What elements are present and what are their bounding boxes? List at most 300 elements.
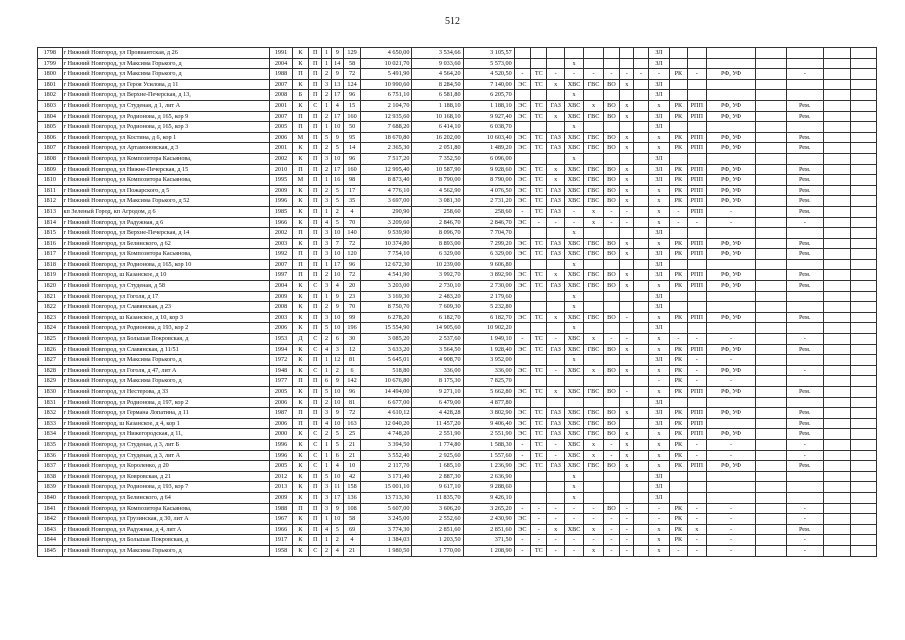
table-cell [707, 122, 756, 133]
table-cell [584, 90, 603, 101]
table-cell: Рем. [786, 524, 823, 535]
table-cell: 1842 [38, 514, 63, 525]
table-cell: 14 905,60 [412, 323, 463, 334]
table-cell [620, 492, 634, 503]
table-cell: г Нижний Новгород, ул Радужная, д 6 [62, 217, 270, 228]
table-cell: 1822 [38, 302, 63, 313]
table-cell: 1807 [38, 143, 63, 154]
table-cell: 2009 [270, 185, 293, 196]
table-cell [851, 228, 877, 239]
table-cell: - [547, 69, 564, 80]
table-cell: П [309, 524, 322, 535]
table-cell [634, 249, 648, 260]
table-cell: 4 748,20 [361, 429, 412, 440]
table-cell: ХВС [564, 408, 583, 419]
table-row [38, 228, 877, 239]
table-cell: 11 [331, 482, 343, 493]
table-cell [634, 482, 648, 493]
table-cell [547, 228, 564, 239]
table-row [38, 355, 877, 366]
table-cell: 1829 [38, 376, 63, 387]
table-cell: - [786, 514, 823, 525]
table-row [38, 164, 877, 175]
table-cell [756, 439, 787, 450]
table-cell: 2 365,30 [361, 143, 412, 154]
table-cell: 1 188,10 [412, 100, 463, 111]
table-cell [851, 514, 877, 525]
table-cell: ТС [531, 196, 547, 207]
table-row [38, 175, 877, 186]
table-cell: К [292, 238, 308, 249]
table-cell: 10 374,80 [361, 238, 412, 249]
table-cell: ЗЛ [648, 259, 669, 270]
table-cell: - [531, 217, 547, 228]
table-cell: - [531, 514, 547, 525]
table-cell: 1818 [38, 259, 63, 270]
table-cell: 1839 [38, 482, 63, 493]
table-cell: 3 774,30 [361, 524, 412, 535]
table-cell: ГВС [584, 175, 603, 186]
table-cell: М [292, 132, 308, 143]
table-cell [687, 397, 706, 408]
table-cell [756, 355, 787, 366]
table-cell: П [309, 153, 322, 164]
table-cell: - [707, 206, 756, 217]
table-cell: 1798 [38, 48, 63, 59]
table-cell [786, 302, 823, 313]
table-cell [547, 397, 564, 408]
table-cell: - [687, 217, 706, 228]
table-cell: 1 [322, 439, 331, 450]
table-cell: П [309, 418, 322, 429]
table-cell [603, 397, 619, 408]
table-cell: 1 203,50 [412, 535, 463, 546]
table-cell [547, 58, 564, 69]
table-cell [823, 397, 851, 408]
table-cell [851, 545, 877, 556]
table-cell: 3 952,00 [463, 355, 514, 366]
table-cell: г Нижний Новгород, ул Ковровская, д 21 [62, 471, 270, 482]
table-cell: ХВС [564, 450, 583, 461]
table-cell [634, 185, 648, 196]
table-cell: РК [670, 429, 687, 440]
table-cell: РПП [687, 387, 706, 398]
table-cell: 2000 [270, 429, 293, 440]
table-cell: x [584, 545, 603, 556]
table-cell: 6 038,70 [463, 122, 514, 133]
table-cell [670, 471, 687, 482]
table-cell [823, 365, 851, 376]
table-cell [707, 482, 756, 493]
table-cell: 1 [322, 100, 331, 111]
table-cell: x [620, 344, 634, 355]
table-cell: x [547, 270, 564, 281]
table-cell: 10 [331, 397, 343, 408]
table-cell: РК [670, 143, 687, 154]
table-cell: ГАЗ [547, 418, 564, 429]
table-cell: К [292, 281, 308, 292]
table-cell: 2006 [270, 323, 293, 334]
table-cell: РК [670, 450, 687, 461]
table-cell [514, 122, 530, 133]
table-body [38, 48, 877, 557]
table-cell: ЗЛ [648, 164, 669, 175]
table-cell: ВО [603, 270, 619, 281]
table-cell [786, 79, 823, 90]
table-cell [823, 48, 851, 59]
table-cell [756, 334, 787, 345]
table-cell: К [292, 48, 308, 59]
table-cell: x [648, 429, 669, 440]
table-cell: - [564, 545, 583, 556]
table-cell: г Нижний Новгород, ул Студеная, д 3, лит Б [62, 439, 270, 450]
table-cell: x [584, 365, 603, 376]
table-cell [670, 323, 687, 334]
table-cell: П [292, 228, 308, 239]
table-cell [584, 259, 603, 270]
table-cell [603, 355, 619, 366]
table-cell: 1826 [38, 344, 63, 355]
table-cell: РК [670, 408, 687, 419]
table-cell: г Нижний Новгород, ул Радужная, д 4, лит А [62, 524, 270, 535]
table-cell: 1817 [38, 249, 63, 260]
table-cell [634, 302, 648, 313]
table-cell: ЭС [514, 365, 530, 376]
table-cell: 13 713,30 [361, 492, 412, 503]
table-cell: П [309, 492, 322, 503]
table-cell: 17 [331, 90, 343, 101]
table-cell [603, 323, 619, 334]
table-cell: 5 645,01 [361, 355, 412, 366]
table-cell: 2 846,70 [463, 217, 514, 228]
table-cell: 10 603,40 [463, 132, 514, 143]
table-cell: ВО [603, 143, 619, 154]
table-cell: x [547, 164, 564, 175]
table-cell: 1833 [38, 418, 63, 429]
table-cell: 8 873,40 [361, 175, 412, 186]
table-cell [603, 482, 619, 493]
table-cell: 1 [322, 58, 331, 69]
table-cell [756, 418, 787, 429]
table-cell: г Нижний Новгород, ул Артамоновская, д 3 [62, 143, 270, 154]
table-cell [756, 69, 787, 80]
table-cell: - [620, 545, 634, 556]
table-cell: г Нижний Новгород, ул Родионова, д 197, кор 2 [62, 397, 270, 408]
table-cell [851, 185, 877, 196]
table-cell: ЭС [514, 429, 530, 440]
table-cell [851, 249, 877, 260]
table-cell: ГВС [584, 408, 603, 419]
table-cell: 1977 [270, 376, 293, 387]
table-cell [823, 206, 851, 217]
table-cell: x [620, 164, 634, 175]
table-cell [634, 217, 648, 228]
table-cell: г Нижний Новгород, ул Нижне-Печерская, д 15 [62, 164, 270, 175]
table-cell: 2004 [270, 58, 293, 69]
table-cell: г Нижний Новгород, ул Родионова, д 193, кор 2 [62, 323, 270, 334]
table-cell [851, 524, 877, 535]
table-cell: ХВС [564, 79, 583, 90]
table-cell [823, 249, 851, 260]
table-cell: x [564, 302, 583, 313]
table-cell: 4 [322, 344, 331, 355]
table-cell: 158 [343, 482, 360, 493]
table-cell [707, 259, 756, 270]
table-cell: 2001 [270, 143, 293, 154]
table-cell [756, 344, 787, 355]
table-row [38, 132, 877, 143]
table-cell: 140 [343, 228, 360, 239]
table-cell: П [309, 408, 322, 419]
table-cell: 10 [331, 312, 343, 323]
table-cell [823, 524, 851, 535]
table-cell [756, 492, 787, 503]
table-cell: 12 [331, 355, 343, 366]
table-cell [851, 418, 877, 429]
table-cell: ЭС [514, 408, 530, 419]
table-cell: ГАЗ [547, 461, 564, 472]
table-cell: Рем. [786, 143, 823, 154]
table-cell: 6 278,20 [361, 312, 412, 323]
table-cell: ТС [531, 270, 547, 281]
table-cell [687, 259, 706, 270]
table-cell: - [786, 69, 823, 80]
table-cell [670, 259, 687, 270]
table-cell: РФ, УФ [707, 344, 756, 355]
table-cell: г Нижний Новгород, ул Гоголя, д 17 [62, 291, 270, 302]
table-cell [851, 90, 877, 101]
table-cell [547, 355, 564, 366]
table-cell: 1996 [270, 450, 293, 461]
table-cell: 1966 [270, 524, 293, 535]
table-cell: П [309, 185, 322, 196]
table-cell: 1803 [38, 100, 63, 111]
table-cell [823, 334, 851, 345]
table-cell: x [620, 238, 634, 249]
table-cell: ТС [531, 100, 547, 111]
table-cell: x [648, 450, 669, 461]
table-cell [547, 302, 564, 313]
table-cell [514, 323, 530, 334]
table-cell: - [687, 376, 706, 387]
table-cell [823, 228, 851, 239]
table-cell: П [309, 503, 322, 514]
table-cell [756, 259, 787, 270]
table-cell: 2012 [270, 471, 293, 482]
table-cell: 2005 [270, 387, 293, 398]
table-cell: П [309, 132, 322, 143]
table-cell: 3 105,57 [463, 48, 514, 59]
table-cell: РК [670, 185, 687, 196]
table-row [38, 238, 877, 249]
table-cell [564, 376, 583, 387]
table-cell [687, 58, 706, 69]
table-cell: РПП [687, 100, 706, 111]
table-cell: П [309, 238, 322, 249]
table-cell: 13 [331, 79, 343, 90]
table-cell: П [309, 196, 322, 207]
table-cell: - [547, 535, 564, 546]
table-cell: x [547, 111, 564, 122]
table-cell [851, 153, 877, 164]
table-cell [670, 79, 687, 90]
table-cell: 15 [343, 100, 360, 111]
table-cell [823, 122, 851, 133]
table-cell: - [707, 376, 756, 387]
table-cell: К [292, 439, 308, 450]
table-cell: 1841 [38, 503, 63, 514]
table-cell: ЗЛ [648, 111, 669, 122]
table-cell: - [707, 514, 756, 525]
table-cell [823, 545, 851, 556]
table-cell: г Нижний Новгород, ул Композитора Касьянова, [62, 175, 270, 186]
table-cell: 10 [331, 418, 343, 429]
table-cell: x [620, 461, 634, 472]
table-cell: ЗЛ [648, 249, 669, 260]
table-cell [634, 48, 648, 59]
table-cell: - [514, 535, 530, 546]
table-cell: - [603, 217, 619, 228]
table-cell: ГАЗ [547, 143, 564, 154]
table-cell: 3 992,70 [412, 270, 463, 281]
table-row [38, 143, 877, 154]
table-cell: - [707, 524, 756, 535]
table-cell: 3 245,00 [361, 514, 412, 525]
table-cell: x [648, 217, 669, 228]
table-cell: 16 202,00 [412, 132, 463, 143]
table-cell: 1988 [270, 503, 293, 514]
table-cell: x [564, 482, 583, 493]
table-cell: 2 846,70 [412, 217, 463, 228]
table-cell: К [292, 355, 308, 366]
table-cell: 5 232,80 [463, 302, 514, 313]
table-cell [634, 259, 648, 270]
table-cell: ХВС [564, 100, 583, 111]
table-cell: 1 928,40 [463, 344, 514, 355]
table-cell: 163 [343, 418, 360, 429]
table-cell [670, 48, 687, 59]
table-cell: ГВС [584, 111, 603, 122]
table-cell: Рем. [786, 185, 823, 196]
table-cell [531, 153, 547, 164]
table-cell [620, 122, 634, 133]
table-cell: 4 520,50 [463, 69, 514, 80]
table-cell [531, 90, 547, 101]
table-cell: 1813 [38, 206, 63, 217]
table-cell: - [603, 524, 619, 535]
table-cell: 2002 [270, 153, 293, 164]
table-cell: - [648, 69, 669, 80]
table-cell: ХВС [564, 418, 583, 429]
table-cell [584, 397, 603, 408]
table-cell [670, 90, 687, 101]
page-number: 512 [445, 16, 460, 27]
table-cell: 9 [331, 503, 343, 514]
table-cell [687, 79, 706, 90]
table-cell: 20 [343, 281, 360, 292]
table-cell: К [292, 545, 308, 556]
table-cell: Рем. [786, 461, 823, 472]
table-cell: М [292, 175, 308, 186]
table-cell: 3 [322, 492, 331, 503]
table-cell [851, 482, 877, 493]
table-cell [634, 58, 648, 69]
table-cell: г Нижний Новгород, ул Студеная, д 3, лит А [62, 450, 270, 461]
table-cell: ХВС [564, 175, 583, 186]
table-row [38, 281, 877, 292]
table-cell: ВО [603, 100, 619, 111]
table-cell: 8 096,70 [412, 228, 463, 239]
table-cell: П [309, 535, 322, 546]
table-cell: 160 [343, 164, 360, 175]
table-cell: 10 168,10 [412, 111, 463, 122]
table-cell [620, 302, 634, 313]
table-cell: 1 [322, 535, 331, 546]
table-cell: РФ, УФ [707, 281, 756, 292]
table-cell: Рем. [786, 175, 823, 186]
housing-registry-table [37, 47, 877, 557]
table-cell [634, 206, 648, 217]
table-cell: 1917 [270, 535, 293, 546]
table-cell: - [786, 535, 823, 546]
table-cell: ТС [531, 111, 547, 122]
table-cell [531, 355, 547, 366]
table-cell: г Нижний Новгород, ул Костина, д 6, кор 1 [62, 132, 270, 143]
table-cell [531, 48, 547, 59]
table-cell: РФ, УФ [707, 238, 756, 249]
table-cell: г Нижний Новгород, ул Верхне-Печерская, д 13, [62, 90, 270, 101]
table-cell [756, 408, 787, 419]
table-cell: П [309, 312, 322, 323]
table-cell: РФ, УФ [707, 100, 756, 111]
table-cell: П [292, 122, 308, 133]
table-cell: 1994 [270, 344, 293, 355]
table-cell: РК [670, 344, 687, 355]
table-cell: 1806 [38, 132, 63, 143]
table-cell: К [292, 482, 308, 493]
table-cell [584, 482, 603, 493]
table-cell [851, 376, 877, 387]
table-cell: 1 949,10 [463, 334, 514, 345]
table-row [38, 196, 877, 207]
table-cell: x [564, 355, 583, 366]
table-cell: РФ, УФ [707, 387, 756, 398]
table-cell: 4 [343, 535, 360, 546]
table-cell: ВО [603, 408, 619, 419]
table-cell: г Нижний Новгород, ул Большая Покровская, д [62, 334, 270, 345]
table-cell [823, 164, 851, 175]
table-cell [823, 143, 851, 154]
table-cell: К [292, 535, 308, 546]
table-cell: 5 [331, 524, 343, 535]
table-cell: ВО [603, 503, 619, 514]
table-cell [756, 365, 787, 376]
table-cell: ХВС [564, 312, 583, 323]
table-cell: - [514, 206, 530, 217]
table-cell: 2006 [270, 132, 293, 143]
table-cell: - [564, 535, 583, 546]
table-cell: 5 [331, 143, 343, 154]
table-cell: 15 554,90 [361, 323, 412, 334]
table-cell: 1 236,90 [463, 461, 514, 472]
table-cell: 7 140,00 [463, 79, 514, 90]
table-cell: 6 [322, 376, 331, 387]
table-cell: ГВС [584, 418, 603, 429]
table-cell: ХВС [564, 344, 583, 355]
table-cell: 10 239,00 [412, 259, 463, 270]
table-cell [756, 175, 787, 186]
table-cell [687, 48, 706, 59]
